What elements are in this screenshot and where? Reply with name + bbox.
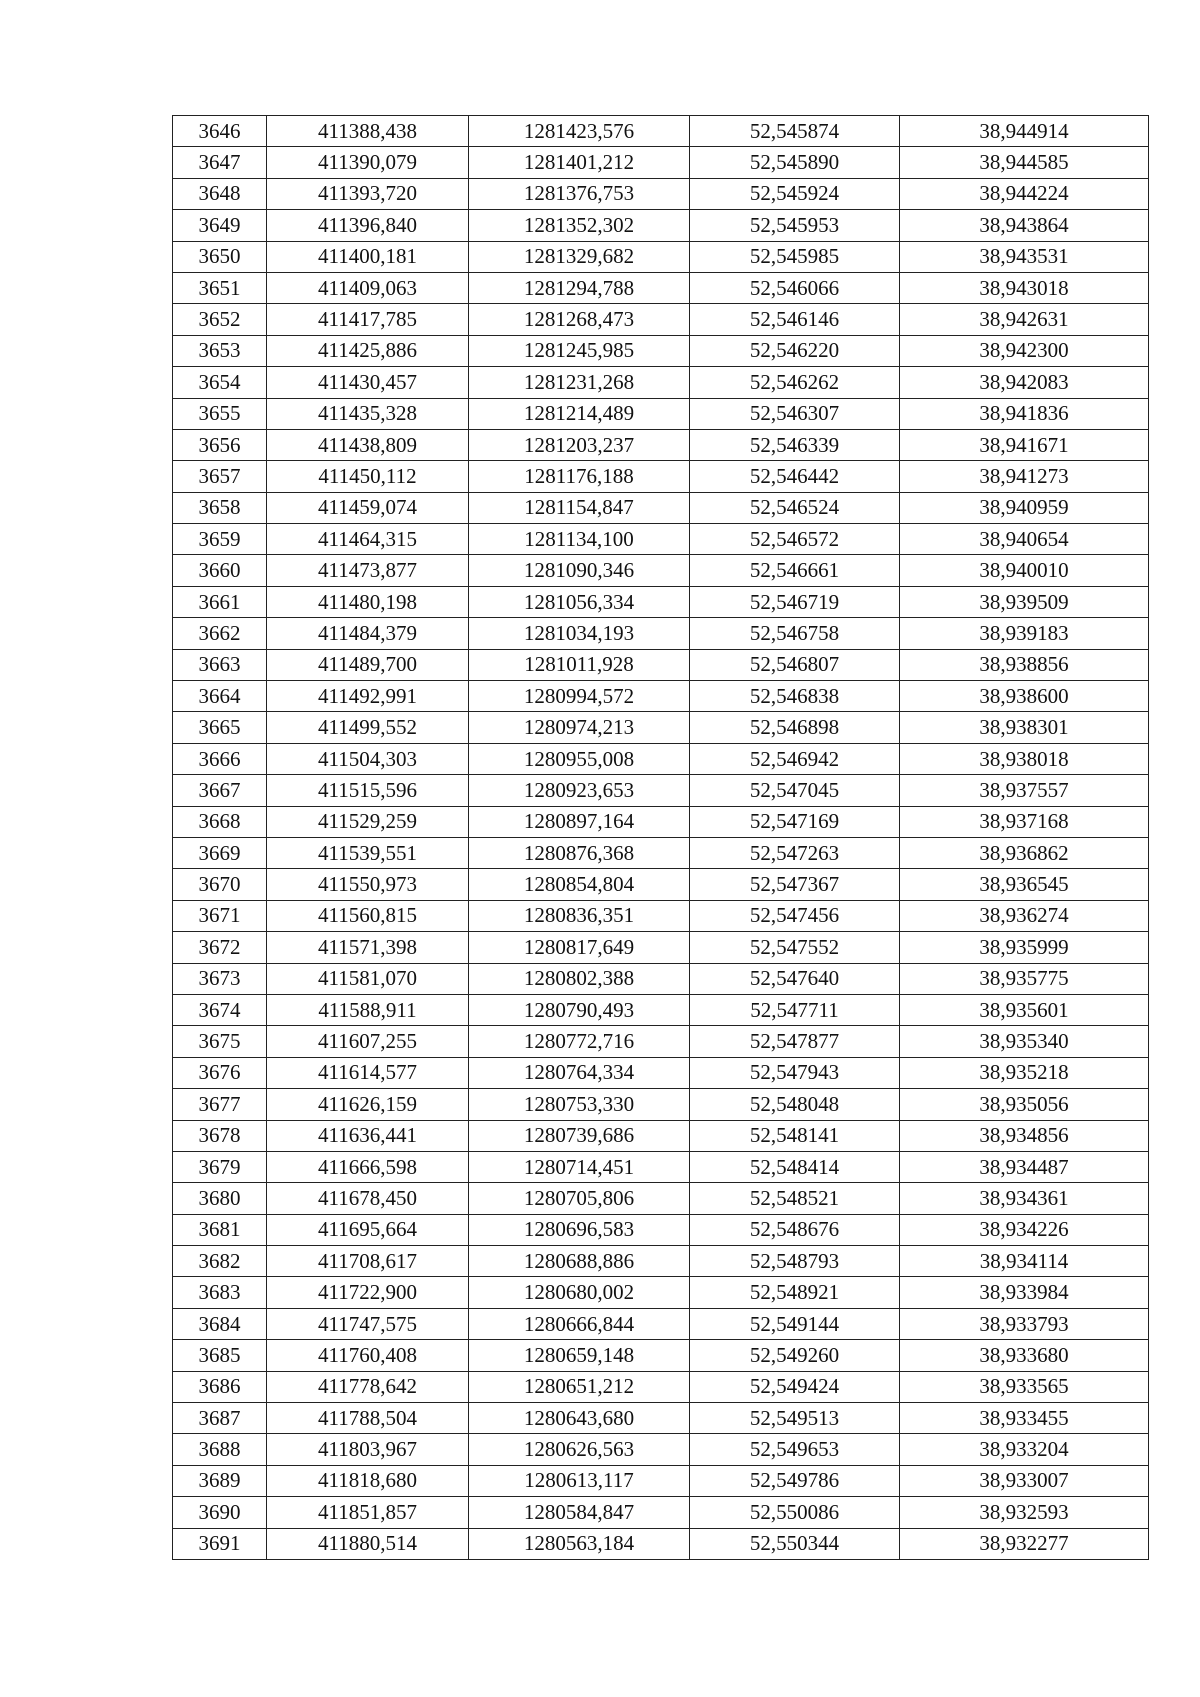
- y-coordinate-cell: 1281203,237: [469, 429, 690, 460]
- longitude-cell: 38,943531: [900, 241, 1149, 272]
- latitude-cell: 52,547263: [690, 837, 900, 868]
- longitude-cell: 38,942631: [900, 304, 1149, 335]
- x-coordinate-cell: 411459,074: [267, 492, 469, 523]
- longitude-cell: 38,944914: [900, 116, 1149, 147]
- y-coordinate-cell: 1281294,788: [469, 272, 690, 303]
- point-number-cell: 3655: [173, 398, 267, 429]
- longitude-cell: 38,944224: [900, 178, 1149, 209]
- table-row: [173, 1465, 1149, 1496]
- x-coordinate-cell: 411636,441: [267, 1120, 469, 1151]
- table-row: [173, 178, 1149, 209]
- point-number-cell: 3679: [173, 1151, 267, 1182]
- latitude-cell: 52,549144: [690, 1308, 900, 1339]
- latitude-cell: 52,546442: [690, 461, 900, 492]
- point-number-cell: 3649: [173, 210, 267, 241]
- y-coordinate-cell: 1280643,680: [469, 1403, 690, 1434]
- x-coordinate-cell: 411560,815: [267, 900, 469, 931]
- x-coordinate-cell: 411529,259: [267, 806, 469, 837]
- table-row: [173, 304, 1149, 335]
- latitude-cell: 52,546524: [690, 492, 900, 523]
- x-coordinate-cell: 411571,398: [267, 932, 469, 963]
- x-coordinate-cell: 411666,598: [267, 1151, 469, 1182]
- y-coordinate-cell: 1280876,368: [469, 837, 690, 868]
- point-number-cell: 3670: [173, 869, 267, 900]
- table-row: [173, 775, 1149, 806]
- y-coordinate-cell: 1280688,886: [469, 1246, 690, 1277]
- point-number-cell: 3653: [173, 335, 267, 366]
- table-row: [173, 932, 1149, 963]
- x-coordinate-cell: 411678,450: [267, 1183, 469, 1214]
- table-row: [173, 147, 1149, 178]
- latitude-cell: 52,546066: [690, 272, 900, 303]
- y-coordinate-cell: 1280772,716: [469, 1026, 690, 1057]
- x-coordinate-cell: 411722,900: [267, 1277, 469, 1308]
- latitude-cell: 52,547640: [690, 963, 900, 994]
- point-number-cell: 3676: [173, 1057, 267, 1088]
- x-coordinate-cell: 411550,973: [267, 869, 469, 900]
- latitude-cell: 52,547552: [690, 932, 900, 963]
- point-number-cell: 3682: [173, 1246, 267, 1277]
- point-number-cell: 3671: [173, 900, 267, 931]
- latitude-cell: 52,548676: [690, 1214, 900, 1245]
- x-coordinate-cell: 411760,408: [267, 1340, 469, 1371]
- table-row: [173, 1151, 1149, 1182]
- point-number-cell: 3664: [173, 681, 267, 712]
- x-coordinate-cell: 411588,911: [267, 994, 469, 1025]
- y-coordinate-cell: 1280753,330: [469, 1089, 690, 1120]
- x-coordinate-cell: 411626,159: [267, 1089, 469, 1120]
- latitude-cell: 52,549513: [690, 1403, 900, 1434]
- table-row: [173, 1308, 1149, 1339]
- latitude-cell: 52,546807: [690, 649, 900, 680]
- y-coordinate-cell: 1281231,268: [469, 367, 690, 398]
- table-row: [173, 806, 1149, 837]
- latitude-cell: 52,547045: [690, 775, 900, 806]
- latitude-cell: 52,546719: [690, 586, 900, 617]
- x-coordinate-cell: 411880,514: [267, 1528, 469, 1559]
- y-coordinate-cell: 1280802,388: [469, 963, 690, 994]
- latitude-cell: 52,548414: [690, 1151, 900, 1182]
- latitude-cell: 52,548793: [690, 1246, 900, 1277]
- table-row: [173, 335, 1149, 366]
- y-coordinate-cell: 1280955,008: [469, 743, 690, 774]
- y-coordinate-cell: 1281214,489: [469, 398, 690, 429]
- table-row: [173, 618, 1149, 649]
- point-number-cell: 3690: [173, 1497, 267, 1528]
- longitude-cell: 38,932593: [900, 1497, 1149, 1528]
- point-number-cell: 3677: [173, 1089, 267, 1120]
- x-coordinate-cell: 411818,680: [267, 1465, 469, 1496]
- point-number-cell: 3680: [173, 1183, 267, 1214]
- y-coordinate-cell: 1280626,563: [469, 1434, 690, 1465]
- latitude-cell: 52,549786: [690, 1465, 900, 1496]
- longitude-cell: 38,941671: [900, 429, 1149, 460]
- longitude-cell: 38,938856: [900, 649, 1149, 680]
- table-row: [173, 1057, 1149, 1088]
- x-coordinate-cell: 411425,886: [267, 335, 469, 366]
- point-number-cell: 3688: [173, 1434, 267, 1465]
- table-row: [173, 210, 1149, 241]
- latitude-cell: 52,548521: [690, 1183, 900, 1214]
- y-coordinate-cell: 1280994,572: [469, 681, 690, 712]
- longitude-cell: 38,940654: [900, 524, 1149, 555]
- y-coordinate-cell: 1280974,213: [469, 712, 690, 743]
- table-row: [173, 1183, 1149, 1214]
- latitude-cell: 52,548141: [690, 1120, 900, 1151]
- point-number-cell: 3687: [173, 1403, 267, 1434]
- latitude-cell: 52,547367: [690, 869, 900, 900]
- table-row: [173, 963, 1149, 994]
- table-row: [173, 1497, 1149, 1528]
- y-coordinate-cell: 1281268,473: [469, 304, 690, 335]
- longitude-cell: 38,933680: [900, 1340, 1149, 1371]
- longitude-cell: 38,933565: [900, 1371, 1149, 1402]
- table-row: [173, 837, 1149, 868]
- table-row: [173, 398, 1149, 429]
- longitude-cell: 38,933007: [900, 1465, 1149, 1496]
- y-coordinate-cell: 1281134,100: [469, 524, 690, 555]
- point-number-cell: 3674: [173, 994, 267, 1025]
- point-number-cell: 3665: [173, 712, 267, 743]
- latitude-cell: 52,549424: [690, 1371, 900, 1402]
- latitude-cell: 52,545985: [690, 241, 900, 272]
- table-row: [173, 900, 1149, 931]
- longitude-cell: 38,936545: [900, 869, 1149, 900]
- latitude-cell: 52,549260: [690, 1340, 900, 1371]
- y-coordinate-cell: 1280651,212: [469, 1371, 690, 1402]
- y-coordinate-cell: 1281154,847: [469, 492, 690, 523]
- latitude-cell: 52,546262: [690, 367, 900, 398]
- y-coordinate-cell: 1281352,302: [469, 210, 690, 241]
- latitude-cell: 52,546758: [690, 618, 900, 649]
- point-number-cell: 3646: [173, 116, 267, 147]
- latitude-cell: 52,546220: [690, 335, 900, 366]
- point-number-cell: 3689: [173, 1465, 267, 1496]
- point-number-cell: 3654: [173, 367, 267, 398]
- x-coordinate-cell: 411539,551: [267, 837, 469, 868]
- y-coordinate-cell: 1280666,844: [469, 1308, 690, 1339]
- longitude-cell: 38,934856: [900, 1120, 1149, 1151]
- y-coordinate-cell: 1280613,117: [469, 1465, 690, 1496]
- x-coordinate-cell: 411803,967: [267, 1434, 469, 1465]
- point-number-cell: 3666: [173, 743, 267, 774]
- latitude-cell: 52,545924: [690, 178, 900, 209]
- y-coordinate-cell: 1280790,493: [469, 994, 690, 1025]
- latitude-cell: 52,549653: [690, 1434, 900, 1465]
- table-row: [173, 429, 1149, 460]
- table-row: [173, 1214, 1149, 1245]
- x-coordinate-cell: 411430,457: [267, 367, 469, 398]
- y-coordinate-cell: 1280680,002: [469, 1277, 690, 1308]
- longitude-cell: 38,935340: [900, 1026, 1149, 1057]
- table-row: [173, 712, 1149, 743]
- longitude-cell: 38,935601: [900, 994, 1149, 1025]
- longitude-cell: 38,943018: [900, 272, 1149, 303]
- x-coordinate-cell: 411464,315: [267, 524, 469, 555]
- y-coordinate-cell: 1281245,985: [469, 335, 690, 366]
- y-coordinate-cell: 1281090,346: [469, 555, 690, 586]
- table-row: [173, 461, 1149, 492]
- table-row: [173, 1089, 1149, 1120]
- table-row: [173, 524, 1149, 555]
- longitude-cell: 38,942083: [900, 367, 1149, 398]
- latitude-cell: 52,546307: [690, 398, 900, 429]
- x-coordinate-cell: 411607,255: [267, 1026, 469, 1057]
- longitude-cell: 38,935056: [900, 1089, 1149, 1120]
- point-number-cell: 3658: [173, 492, 267, 523]
- point-number-cell: 3663: [173, 649, 267, 680]
- longitude-cell: 38,934487: [900, 1151, 1149, 1182]
- point-number-cell: 3678: [173, 1120, 267, 1151]
- table-row: [173, 1371, 1149, 1402]
- point-number-cell: 3673: [173, 963, 267, 994]
- table-row: [173, 743, 1149, 774]
- latitude-cell: 52,546339: [690, 429, 900, 460]
- point-number-cell: 3660: [173, 555, 267, 586]
- x-coordinate-cell: 411417,785: [267, 304, 469, 335]
- table-row: [173, 116, 1149, 147]
- y-coordinate-cell: 1280739,686: [469, 1120, 690, 1151]
- longitude-cell: 38,932277: [900, 1528, 1149, 1559]
- longitude-cell: 38,941273: [900, 461, 1149, 492]
- y-coordinate-cell: 1280659,148: [469, 1340, 690, 1371]
- table-row: [173, 272, 1149, 303]
- point-number-cell: 3648: [173, 178, 267, 209]
- y-coordinate-cell: 1281011,928: [469, 649, 690, 680]
- table-row: [173, 649, 1149, 680]
- longitude-cell: 38,933984: [900, 1277, 1149, 1308]
- x-coordinate-cell: 411388,438: [267, 116, 469, 147]
- y-coordinate-cell: 1280854,804: [469, 869, 690, 900]
- latitude-cell: 52,550086: [690, 1497, 900, 1528]
- table-row: [173, 1120, 1149, 1151]
- point-number-cell: 3669: [173, 837, 267, 868]
- coordinates-table: [172, 115, 1149, 1560]
- point-number-cell: 3659: [173, 524, 267, 555]
- x-coordinate-cell: 411435,328: [267, 398, 469, 429]
- y-coordinate-cell: 1281329,682: [469, 241, 690, 272]
- x-coordinate-cell: 411515,596: [267, 775, 469, 806]
- point-number-cell: 3656: [173, 429, 267, 460]
- point-number-cell: 3662: [173, 618, 267, 649]
- table-row: [173, 1246, 1149, 1277]
- latitude-cell: 52,548048: [690, 1089, 900, 1120]
- coordinates-table-body: [173, 116, 1149, 1560]
- x-coordinate-cell: 411581,070: [267, 963, 469, 994]
- longitude-cell: 38,934361: [900, 1183, 1149, 1214]
- x-coordinate-cell: 411492,991: [267, 681, 469, 712]
- table-row: [173, 492, 1149, 523]
- x-coordinate-cell: 411788,504: [267, 1403, 469, 1434]
- longitude-cell: 38,933793: [900, 1308, 1149, 1339]
- latitude-cell: 52,545874: [690, 116, 900, 147]
- y-coordinate-cell: 1281401,212: [469, 147, 690, 178]
- point-number-cell: 3668: [173, 806, 267, 837]
- longitude-cell: 38,934226: [900, 1214, 1149, 1245]
- point-number-cell: 3681: [173, 1214, 267, 1245]
- y-coordinate-cell: 1280897,164: [469, 806, 690, 837]
- latitude-cell: 52,547877: [690, 1026, 900, 1057]
- table-row: [173, 1340, 1149, 1371]
- point-number-cell: 3650: [173, 241, 267, 272]
- table-row: [173, 1528, 1149, 1559]
- x-coordinate-cell: 411695,664: [267, 1214, 469, 1245]
- longitude-cell: 38,935999: [900, 932, 1149, 963]
- longitude-cell: 38,936274: [900, 900, 1149, 931]
- latitude-cell: 52,547456: [690, 900, 900, 931]
- longitude-cell: 38,938301: [900, 712, 1149, 743]
- point-number-cell: 3667: [173, 775, 267, 806]
- x-coordinate-cell: 411393,720: [267, 178, 469, 209]
- x-coordinate-cell: 411778,642: [267, 1371, 469, 1402]
- x-coordinate-cell: 411390,079: [267, 147, 469, 178]
- table-row: [173, 681, 1149, 712]
- point-number-cell: 3651: [173, 272, 267, 303]
- y-coordinate-cell: 1281423,576: [469, 116, 690, 147]
- y-coordinate-cell: 1281176,188: [469, 461, 690, 492]
- longitude-cell: 38,937168: [900, 806, 1149, 837]
- longitude-cell: 38,933204: [900, 1434, 1149, 1465]
- latitude-cell: 52,546942: [690, 743, 900, 774]
- x-coordinate-cell: 411614,577: [267, 1057, 469, 1088]
- longitude-cell: 38,938018: [900, 743, 1149, 774]
- y-coordinate-cell: 1281056,334: [469, 586, 690, 617]
- longitude-cell: 38,943864: [900, 210, 1149, 241]
- latitude-cell: 52,546838: [690, 681, 900, 712]
- longitude-cell: 38,938600: [900, 681, 1149, 712]
- longitude-cell: 38,937557: [900, 775, 1149, 806]
- y-coordinate-cell: 1280817,649: [469, 932, 690, 963]
- table-row: [173, 555, 1149, 586]
- y-coordinate-cell: 1281376,753: [469, 178, 690, 209]
- latitude-cell: 52,546146: [690, 304, 900, 335]
- longitude-cell: 38,944585: [900, 147, 1149, 178]
- longitude-cell: 38,940010: [900, 555, 1149, 586]
- x-coordinate-cell: 411409,063: [267, 272, 469, 303]
- x-coordinate-cell: 411396,840: [267, 210, 469, 241]
- point-number-cell: 3691: [173, 1528, 267, 1559]
- x-coordinate-cell: 411438,809: [267, 429, 469, 460]
- point-number-cell: 3672: [173, 932, 267, 963]
- longitude-cell: 38,940959: [900, 492, 1149, 523]
- point-number-cell: 3657: [173, 461, 267, 492]
- latitude-cell: 52,548921: [690, 1277, 900, 1308]
- y-coordinate-cell: 1280584,847: [469, 1497, 690, 1528]
- latitude-cell: 52,546661: [690, 555, 900, 586]
- point-number-cell: 3685: [173, 1340, 267, 1371]
- table-row: [173, 1277, 1149, 1308]
- point-number-cell: 3686: [173, 1371, 267, 1402]
- latitude-cell: 52,550344: [690, 1528, 900, 1559]
- y-coordinate-cell: 1280714,451: [469, 1151, 690, 1182]
- y-coordinate-cell: 1280705,806: [469, 1183, 690, 1214]
- table-row: [173, 1403, 1149, 1434]
- longitude-cell: 38,933455: [900, 1403, 1149, 1434]
- y-coordinate-cell: 1280923,653: [469, 775, 690, 806]
- longitude-cell: 38,935775: [900, 963, 1149, 994]
- x-coordinate-cell: 411747,575: [267, 1308, 469, 1339]
- x-coordinate-cell: 411450,112: [267, 461, 469, 492]
- latitude-cell: 52,547943: [690, 1057, 900, 1088]
- x-coordinate-cell: 411708,617: [267, 1246, 469, 1277]
- table-row: [173, 869, 1149, 900]
- y-coordinate-cell: 1281034,193: [469, 618, 690, 649]
- latitude-cell: 52,546572: [690, 524, 900, 555]
- table-row: [173, 1026, 1149, 1057]
- longitude-cell: 38,935218: [900, 1057, 1149, 1088]
- point-number-cell: 3675: [173, 1026, 267, 1057]
- table-row: [173, 367, 1149, 398]
- longitude-cell: 38,939509: [900, 586, 1149, 617]
- point-number-cell: 3684: [173, 1308, 267, 1339]
- x-coordinate-cell: 411489,700: [267, 649, 469, 680]
- longitude-cell: 38,934114: [900, 1246, 1149, 1277]
- x-coordinate-cell: 411400,181: [267, 241, 469, 272]
- table-row: [173, 241, 1149, 272]
- x-coordinate-cell: 411504,303: [267, 743, 469, 774]
- longitude-cell: 38,941836: [900, 398, 1149, 429]
- point-number-cell: 3652: [173, 304, 267, 335]
- latitude-cell: 52,546898: [690, 712, 900, 743]
- x-coordinate-cell: 411484,379: [267, 618, 469, 649]
- y-coordinate-cell: 1280836,351: [469, 900, 690, 931]
- y-coordinate-cell: 1280764,334: [469, 1057, 690, 1088]
- x-coordinate-cell: 411499,552: [267, 712, 469, 743]
- x-coordinate-cell: 411473,877: [267, 555, 469, 586]
- table-row: [173, 1434, 1149, 1465]
- latitude-cell: 52,545953: [690, 210, 900, 241]
- longitude-cell: 38,939183: [900, 618, 1149, 649]
- table-row: [173, 994, 1149, 1025]
- longitude-cell: 38,936862: [900, 837, 1149, 868]
- point-number-cell: 3647: [173, 147, 267, 178]
- table-row: [173, 586, 1149, 617]
- y-coordinate-cell: 1280696,583: [469, 1214, 690, 1245]
- latitude-cell: 52,547711: [690, 994, 900, 1025]
- latitude-cell: 52,547169: [690, 806, 900, 837]
- longitude-cell: 38,942300: [900, 335, 1149, 366]
- point-number-cell: 3683: [173, 1277, 267, 1308]
- point-number-cell: 3661: [173, 586, 267, 617]
- latitude-cell: 52,545890: [690, 147, 900, 178]
- x-coordinate-cell: 411851,857: [267, 1497, 469, 1528]
- y-coordinate-cell: 1280563,184: [469, 1528, 690, 1559]
- x-coordinate-cell: 411480,198: [267, 586, 469, 617]
